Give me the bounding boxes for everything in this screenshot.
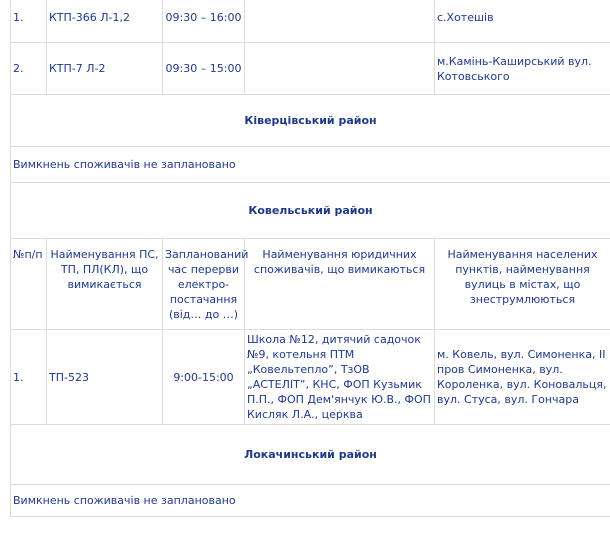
header-row xyxy=(11,239,610,330)
locations: с.Хотешів xyxy=(435,0,610,43)
note-row xyxy=(11,485,610,517)
note-row xyxy=(11,147,610,183)
col-header-consumers: Найменування юридичних споживачів, що вимикаються xyxy=(245,239,435,330)
table-row xyxy=(11,43,610,95)
district-row xyxy=(11,425,610,485)
consumers xyxy=(245,43,435,95)
consumers xyxy=(245,0,435,43)
row-number: 1. xyxy=(11,0,47,43)
object-name: КТП-366 Л-1,2 xyxy=(47,0,163,43)
locations: м. Ковель, вул. Симоненка, ІІ пров Симоненка, вул. Короленка, вул. Коновальця, вул. Стуса, вул. Гончара xyxy=(435,330,610,425)
row-number: 2. xyxy=(11,43,47,95)
object-name: ТП-523 xyxy=(47,330,163,425)
outage-time: 09:30 – 15:00 xyxy=(163,43,245,95)
district-title: Ковельський район xyxy=(11,183,610,239)
outage-schedule-table xyxy=(10,0,610,517)
outage-time: 09:30 – 16:00 xyxy=(163,0,245,43)
table-row xyxy=(11,0,610,43)
locations: м.Камінь-Каширський вул. Котовського xyxy=(435,43,610,95)
no-outage-note: Вимкнень споживачів не заплановано xyxy=(11,147,610,183)
district-row xyxy=(11,183,610,239)
table-row xyxy=(11,330,610,425)
row-number: 1. xyxy=(11,330,47,425)
outage-time: 9:00-15:00 xyxy=(163,330,245,425)
col-header-time: Запланований час перерви електро-постачання (від… до …) xyxy=(163,239,245,330)
consumers: Школа №12, дитячий садочок №9, котельня ПТМ „Ковельтепло”, ТзОВ „АСТЕЛІТ”, КНС, ФОП Кузьмик П.П., ФОП Дем'янчук Ю.В., ФОП Кисляк Л.А., церква xyxy=(245,330,435,425)
district-title: Локачинський район xyxy=(11,425,610,485)
object-name: КТП-7 Л-2 xyxy=(47,43,163,95)
col-header-object: Найменування ПС, ТП, ПЛ(КЛ), що вимикається xyxy=(47,239,163,330)
district-title: Ківерцівський район xyxy=(11,95,610,147)
col-header-locations: Найменування населених пунктів, найменування вулиць в містах, що знеструмлюються xyxy=(435,239,610,330)
district-row xyxy=(11,95,610,147)
col-header-number: №п/п xyxy=(11,239,47,330)
no-outage-note: Вимкнень споживачів не заплановано xyxy=(11,485,610,517)
